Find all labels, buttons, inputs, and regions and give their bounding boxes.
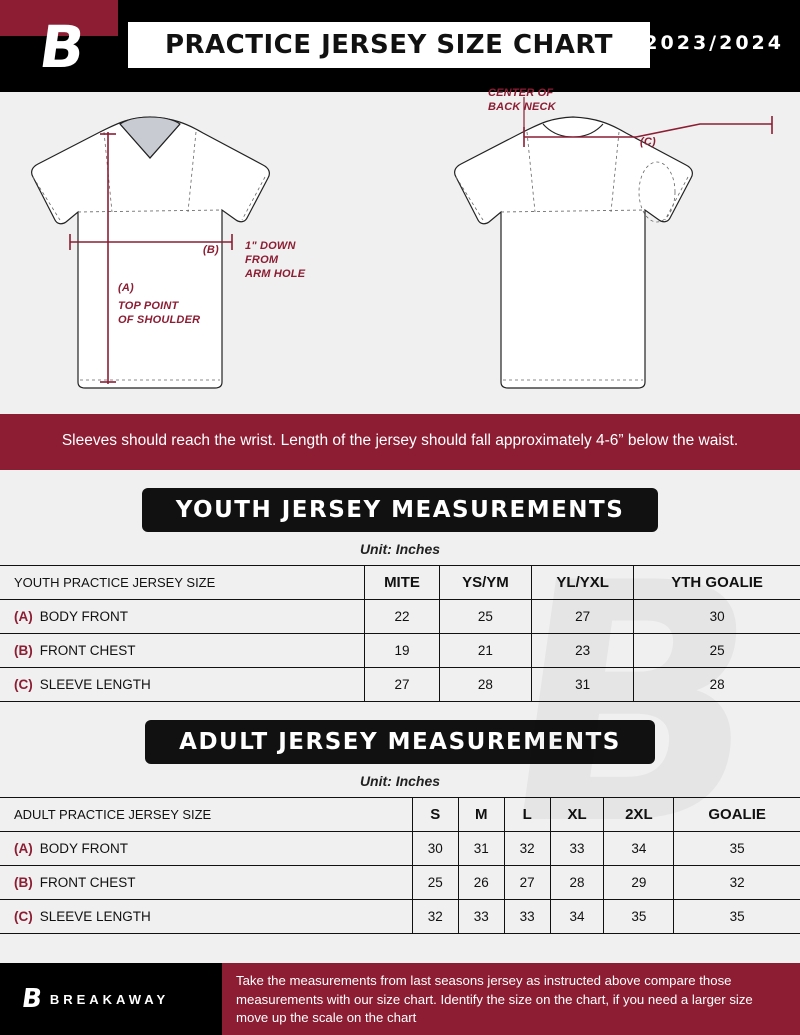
youth-header-row <box>0 566 800 600</box>
youth-r0-c2: 25 <box>439 600 531 634</box>
adult-r1-c5: 29 <box>604 866 674 900</box>
youth-unit: Unit: Inches <box>0 532 800 565</box>
back-neck-note-line2: BACK NECK <box>488 100 556 113</box>
youth-row-2-tag: (C) <box>14 677 33 693</box>
adult-r2-c1: 32 <box>412 900 458 934</box>
back-neck-note-line1: CENTER OF <box>488 87 554 99</box>
adult-r1-c2: 26 <box>458 866 504 900</box>
adult-r0-c6: 35 <box>674 832 800 866</box>
adult-r0-c4: 33 <box>550 832 604 866</box>
shoulder-note <box>118 300 200 328</box>
adult-row-2-name: SLEEVE LENGTH <box>39 909 151 925</box>
adult-heading-wrap <box>0 702 800 764</box>
adult-r0-c1: 30 <box>412 832 458 866</box>
youth-r2-c3: 31 <box>532 668 634 702</box>
adult-r1-c6: 32 <box>674 866 800 900</box>
table-row <box>0 634 800 668</box>
footer-brand-block <box>0 963 222 1035</box>
adult-r2-c2: 33 <box>458 900 504 934</box>
label-b: (B) <box>203 244 219 256</box>
season-label: 2023/2024 <box>644 32 784 54</box>
youth-row-1-name: FRONT CHEST <box>39 643 136 659</box>
table-row <box>0 832 800 866</box>
brand-logo <box>22 14 100 80</box>
adult-r0-c3: 32 <box>504 832 550 866</box>
armhole-note <box>245 240 305 281</box>
adult-table <box>0 797 800 934</box>
table-row <box>0 866 800 900</box>
adult-r1-c1: 25 <box>412 866 458 900</box>
jersey-illustration <box>0 92 800 414</box>
adult-r1-c4: 28 <box>550 866 604 900</box>
adult-col-4: XL <box>550 798 604 832</box>
youth-row-2-label <box>0 668 365 702</box>
youth-row-2-name: SLEEVE LENGTH <box>39 677 151 693</box>
footer-brand-name: BREAKAWAY <box>49 991 170 1007</box>
armhole-note-line2: FROM <box>245 253 279 266</box>
jersey-diagram <box>0 87 800 414</box>
armhole-note-line3: ARM HOLE <box>245 267 306 280</box>
adult-col-1: S <box>412 798 458 832</box>
label-c: (C) <box>640 136 656 148</box>
adult-heading: ADULT JERSEY MEASUREMENTS <box>145 720 655 764</box>
youth-heading-wrap <box>0 470 800 532</box>
youth-col-1: MITE <box>365 566 439 600</box>
adult-row-0-name: BODY FRONT <box>39 841 129 857</box>
adult-col-3: L <box>504 798 550 832</box>
adult-row-0-tag: (A) <box>14 841 33 857</box>
youth-row-1-tag: (B) <box>14 643 33 659</box>
youth-r2-c2: 28 <box>439 668 531 702</box>
logo-letter: B <box>35 13 87 81</box>
page-title: PRACTICE JERSEY SIZE CHART <box>164 30 614 60</box>
youth-r0-c3: 27 <box>532 600 634 634</box>
youth-r0-c1: 22 <box>365 600 439 634</box>
adult-row-0-label <box>0 832 412 866</box>
youth-row-0-name: BODY FRONT <box>39 609 129 625</box>
label-a: (A) <box>118 282 134 294</box>
notice-bar: Sleeves should reach the wrist. Length of the jersey should fall approximately 4-6” below the waist. <box>0 414 800 470</box>
adult-row-1-label <box>0 866 412 900</box>
youth-row-1-label <box>0 634 365 668</box>
adult-table-wrap <box>0 797 800 934</box>
adult-r2-c6: 35 <box>674 900 800 934</box>
adult-unit: Unit: Inches <box>0 764 800 797</box>
youth-r1-c4: 25 <box>634 634 800 668</box>
table-row <box>0 600 800 634</box>
youth-col-2: YS/YM <box>439 566 531 600</box>
table-row <box>0 900 800 934</box>
youth-r1-c3: 23 <box>532 634 634 668</box>
adult-r1-c3: 27 <box>504 866 550 900</box>
footer-logo-letter: B <box>19 984 44 1014</box>
adult-r2-c3: 33 <box>504 900 550 934</box>
adult-row-2-tag: (C) <box>14 909 33 925</box>
footer-instructions: Take the measurements from last seasons jersey as instructed above compare those measurements with our size chart. Identify the size on the chart, if you need a larger size move up the scale on the chart <box>222 963 800 1035</box>
adult-r0-c5: 34 <box>604 832 674 866</box>
adult-r2-c4: 34 <box>550 900 604 934</box>
adult-row-2-label <box>0 900 412 934</box>
youth-col-0: YOUTH PRACTICE JERSEY SIZE <box>0 566 365 600</box>
adult-col-5: 2XL <box>604 798 674 832</box>
youth-row-0-label <box>0 600 365 634</box>
youth-r0-c4: 30 <box>634 600 800 634</box>
youth-col-3: YL/YXL <box>532 566 634 600</box>
page-title-plate <box>128 22 650 68</box>
adult-header-row <box>0 798 800 832</box>
youth-table <box>0 565 800 702</box>
table-row <box>0 668 800 702</box>
youth-col-4: YTH GOALIE <box>634 566 800 600</box>
page-header <box>0 0 800 92</box>
youth-heading: YOUTH JERSEY MEASUREMENTS <box>142 488 659 532</box>
back-neck-note <box>488 87 556 115</box>
youth-r2-c1: 27 <box>365 668 439 702</box>
youth-r2-c4: 28 <box>634 668 800 702</box>
youth-row-0-tag: (A) <box>14 609 33 625</box>
adult-col-2: M <box>458 798 504 832</box>
page-footer <box>0 963 800 1035</box>
youth-r1-c2: 21 <box>439 634 531 668</box>
armhole-note-line1: 1" DOWN <box>245 240 296 252</box>
youth-table-wrap <box>0 565 800 702</box>
shoulder-note-line2: OF SHOULDER <box>118 313 201 326</box>
shoulder-note-line1: TOP POINT <box>118 300 179 312</box>
adult-col-0: ADULT PRACTICE JERSEY SIZE <box>0 798 412 832</box>
adult-row-1-tag: (B) <box>14 875 33 891</box>
adult-r0-c2: 31 <box>458 832 504 866</box>
adult-row-1-name: FRONT CHEST <box>39 875 136 891</box>
adult-col-6: GOALIE <box>674 798 800 832</box>
adult-r2-c5: 35 <box>604 900 674 934</box>
youth-r1-c1: 19 <box>365 634 439 668</box>
